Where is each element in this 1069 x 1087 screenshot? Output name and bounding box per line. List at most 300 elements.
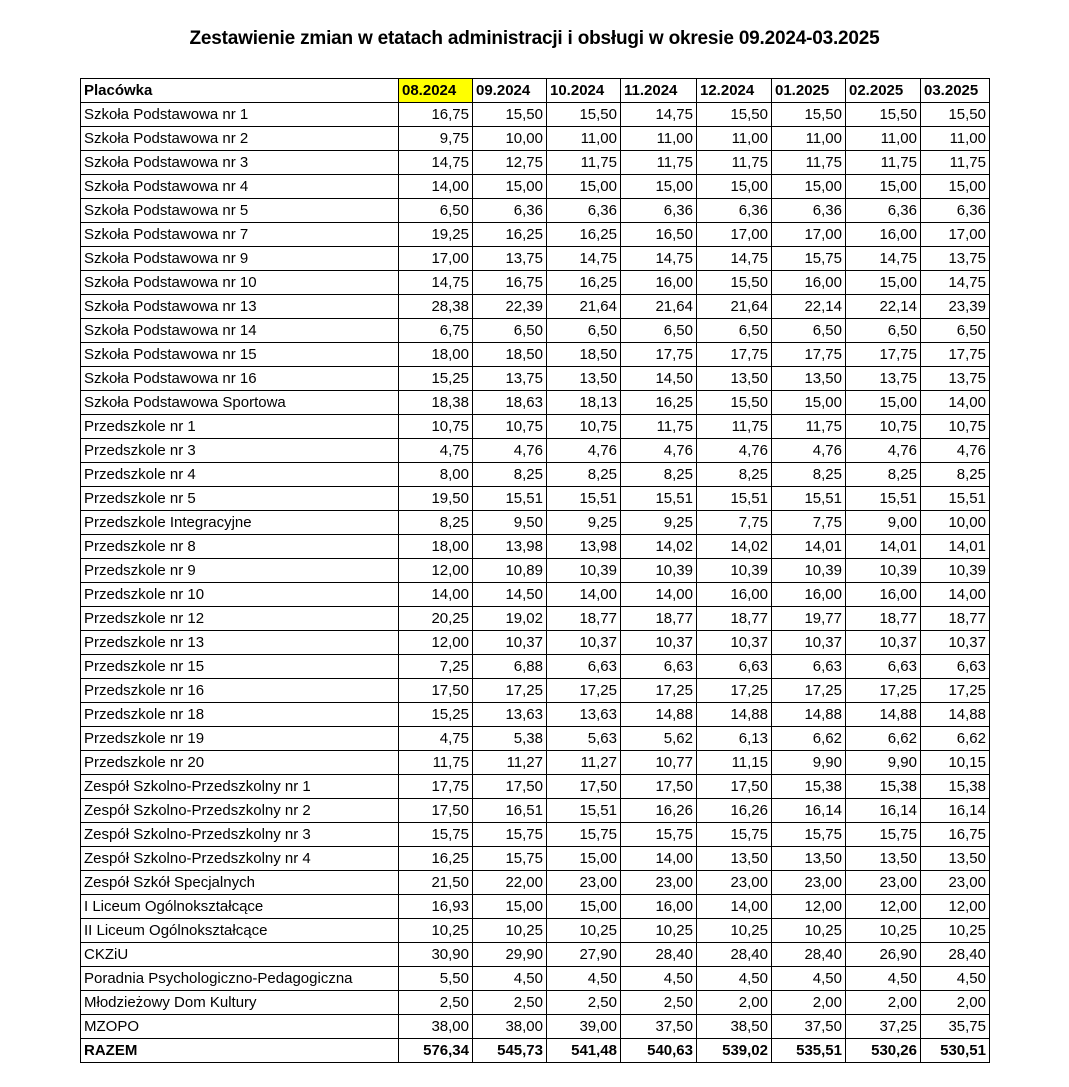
staffing-value-cell: 39,00 xyxy=(547,1015,621,1039)
staffing-value-cell: 11,00 xyxy=(772,127,846,151)
facility-name-cell: Szkoła Podstawowa nr 1 xyxy=(81,103,399,127)
staffing-value-cell: 6,88 xyxy=(473,655,547,679)
staffing-value-cell: 2,00 xyxy=(921,991,990,1015)
staffing-value-cell: 17,25 xyxy=(547,679,621,703)
staffing-value-cell: 15,51 xyxy=(621,487,697,511)
table-row xyxy=(81,415,990,439)
staffing-value-cell: 10,39 xyxy=(846,559,921,583)
staffing-value-cell: 14,00 xyxy=(621,847,697,871)
staffing-value-cell: 6,63 xyxy=(621,655,697,679)
staffing-value-cell: 17,75 xyxy=(846,343,921,367)
staffing-value-cell: 8,25 xyxy=(547,463,621,487)
staffing-value-cell: 14,88 xyxy=(846,703,921,727)
page-title: Zestawienie zmian w etatach administracji i obsługi w okresie 09.2024-03.2025 xyxy=(189,28,880,49)
staffing-value-cell: 15,50 xyxy=(473,103,547,127)
staffing-value-cell: 6,62 xyxy=(772,727,846,751)
staffing-value-cell: 17,50 xyxy=(697,775,772,799)
staffing-value-cell: 16,50 xyxy=(621,223,697,247)
facility-name-cell: II Liceum Ogólnokształcące xyxy=(81,919,399,943)
staffing-value-cell: 10,75 xyxy=(547,415,621,439)
staffing-value-cell: 22,39 xyxy=(473,295,547,319)
table-row xyxy=(81,751,990,775)
staffing-value-cell: 13,75 xyxy=(473,247,547,271)
staffing-value-cell: 23,00 xyxy=(697,871,772,895)
staffing-value-cell: 6,50 xyxy=(772,319,846,343)
staffing-value-cell: 11,75 xyxy=(547,151,621,175)
staffing-value-cell: 15,75 xyxy=(547,823,621,847)
staffing-value-cell: 11,75 xyxy=(697,151,772,175)
facility-name-cell: Zespół Szkół Specjalnych xyxy=(81,871,399,895)
table-row xyxy=(81,871,990,895)
staffing-value-cell: 16,00 xyxy=(697,583,772,607)
staffing-value-cell: 10,37 xyxy=(473,631,547,655)
staffing-value-cell: 13,75 xyxy=(846,367,921,391)
table-row xyxy=(81,607,990,631)
facility-name-cell: Zespół Szkolno-Przedszkolny nr 3 xyxy=(81,823,399,847)
facility-name-cell: Szkoła Podstawowa nr 5 xyxy=(81,199,399,223)
staffing-value-cell: 16,25 xyxy=(547,223,621,247)
column-header-month: 02.2025 xyxy=(846,79,921,103)
staffing-value-cell: 15,00 xyxy=(772,175,846,199)
staffing-value-cell: 8,25 xyxy=(772,463,846,487)
staffing-value-cell: 11,75 xyxy=(846,151,921,175)
staffing-value-cell: 11,75 xyxy=(772,151,846,175)
staffing-value-cell: 15,51 xyxy=(921,487,990,511)
staffing-value-cell: 16,00 xyxy=(772,583,846,607)
staffing-value-cell: 15,75 xyxy=(399,823,473,847)
staffing-value-cell: 4,50 xyxy=(547,967,621,991)
staffing-value-cell: 14,00 xyxy=(399,583,473,607)
staffing-value-cell: 37,50 xyxy=(621,1015,697,1039)
staffing-value-cell: 4,50 xyxy=(921,967,990,991)
staffing-value-cell: 11,15 xyxy=(697,751,772,775)
staffing-value-cell: 22,14 xyxy=(772,295,846,319)
staffing-value-cell: 16,25 xyxy=(399,847,473,871)
facility-name-cell: Przedszkole nr 15 xyxy=(81,655,399,679)
staffing-value-cell: 10,37 xyxy=(547,631,621,655)
staffing-value-cell: 17,00 xyxy=(399,247,473,271)
staffing-value-cell: 15,51 xyxy=(772,487,846,511)
staffing-value-cell: 16,00 xyxy=(621,271,697,295)
table-row xyxy=(81,247,990,271)
facility-name-cell: Przedszkole nr 13 xyxy=(81,631,399,655)
staffing-value-cell: 11,00 xyxy=(846,127,921,151)
staffing-value-cell: 15,00 xyxy=(547,895,621,919)
staffing-value-cell: 20,25 xyxy=(399,607,473,631)
staffing-value-cell: 23,00 xyxy=(846,871,921,895)
staffing-value-cell: 23,00 xyxy=(921,871,990,895)
staffing-value-cell: 6,62 xyxy=(921,727,990,751)
staffing-value-cell: 28,40 xyxy=(921,943,990,967)
column-header-month: 10.2024 xyxy=(547,79,621,103)
staffing-value-cell: 12,00 xyxy=(772,895,846,919)
facility-name-cell: Zespół Szkolno-Przedszkolny nr 4 xyxy=(81,847,399,871)
facility-name-cell: Przedszkole nr 9 xyxy=(81,559,399,583)
staffing-value-cell: 13,50 xyxy=(846,847,921,871)
staffing-value-cell: 2,50 xyxy=(621,991,697,1015)
staffing-value-cell: 14,75 xyxy=(921,271,990,295)
staffing-value-cell: 13,50 xyxy=(921,847,990,871)
staffing-value-cell: 17,50 xyxy=(399,799,473,823)
staffing-value-cell: 6,63 xyxy=(697,655,772,679)
staffing-value-cell: 14,50 xyxy=(621,367,697,391)
column-header-month: 12.2024 xyxy=(697,79,772,103)
table-row xyxy=(81,319,990,343)
staffing-value-cell: 10,37 xyxy=(697,631,772,655)
staffing-value-cell: 28,40 xyxy=(621,943,697,967)
facility-name-cell: Młodzieżowy Dom Kultury xyxy=(81,991,399,1015)
staffing-value-cell: 13,75 xyxy=(921,247,990,271)
staffing-value-cell: 29,90 xyxy=(473,943,547,967)
staffing-value-cell: 35,75 xyxy=(921,1015,990,1039)
staffing-value-cell: 15,50 xyxy=(697,391,772,415)
total-label-cell: RAZEM xyxy=(81,1039,399,1063)
staffing-value-cell: 6,36 xyxy=(621,199,697,223)
staffing-value-cell: 6,63 xyxy=(846,655,921,679)
staffing-value-cell: 16,25 xyxy=(621,391,697,415)
staffing-value-cell: 15,00 xyxy=(846,175,921,199)
staffing-value-cell: 18,77 xyxy=(697,607,772,631)
staffing-value-cell: 19,77 xyxy=(772,607,846,631)
facility-name-cell: Przedszkole nr 10 xyxy=(81,583,399,607)
staffing-value-cell: 17,75 xyxy=(772,343,846,367)
staffing-value-cell: 15,75 xyxy=(473,847,547,871)
staffing-value-cell: 15,38 xyxy=(772,775,846,799)
staffing-value-cell: 6,63 xyxy=(772,655,846,679)
staffing-value-cell: 17,25 xyxy=(772,679,846,703)
staffing-value-cell: 14,00 xyxy=(621,583,697,607)
staffing-value-cell: 23,00 xyxy=(547,871,621,895)
staffing-value-cell: 6,63 xyxy=(547,655,621,679)
staffing-value-cell: 9,90 xyxy=(846,751,921,775)
staffing-value-cell: 10,39 xyxy=(697,559,772,583)
staffing-value-cell: 13,75 xyxy=(473,367,547,391)
staffing-value-cell: 10,75 xyxy=(921,415,990,439)
staffing-value-cell: 6,50 xyxy=(621,319,697,343)
facility-name-cell: Szkoła Podstawowa nr 10 xyxy=(81,271,399,295)
staffing-value-cell: 6,50 xyxy=(697,319,772,343)
table-row xyxy=(81,367,990,391)
staffing-value-cell: 17,25 xyxy=(473,679,547,703)
staffing-value-cell: 10,00 xyxy=(921,511,990,535)
staffing-value-cell: 10,25 xyxy=(399,919,473,943)
staffing-value-cell: 17,00 xyxy=(697,223,772,247)
facility-name-cell: Szkoła Podstawowa nr 3 xyxy=(81,151,399,175)
staffing-value-cell: 9,25 xyxy=(547,511,621,535)
staffing-value-cell: 16,14 xyxy=(846,799,921,823)
facility-name-cell: Przedszkole nr 5 xyxy=(81,487,399,511)
staffing-value-cell: 8,25 xyxy=(921,463,990,487)
facility-name-cell: Przedszkole nr 12 xyxy=(81,607,399,631)
table-row xyxy=(81,991,990,1015)
staffing-value-cell: 18,77 xyxy=(846,607,921,631)
table-row xyxy=(81,343,990,367)
staffing-value-cell: 10,37 xyxy=(772,631,846,655)
staffing-value-cell: 4,76 xyxy=(473,439,547,463)
staffing-value-cell: 6,50 xyxy=(547,319,621,343)
table-row xyxy=(81,511,990,535)
total-value-cell: 530,26 xyxy=(846,1039,921,1063)
staffing-value-cell: 4,76 xyxy=(547,439,621,463)
staffing-value-cell: 17,25 xyxy=(697,679,772,703)
facility-name-cell: Przedszkole nr 3 xyxy=(81,439,399,463)
staffing-value-cell: 5,38 xyxy=(473,727,547,751)
staffing-value-cell: 2,00 xyxy=(846,991,921,1015)
staffing-value-cell: 14,01 xyxy=(921,535,990,559)
total-value-cell: 539,02 xyxy=(697,1039,772,1063)
staffing-value-cell: 15,00 xyxy=(846,271,921,295)
staffing-value-cell: 10,75 xyxy=(399,415,473,439)
table-row xyxy=(81,391,990,415)
staffing-value-cell: 16,25 xyxy=(473,223,547,247)
staffing-value-cell: 6,36 xyxy=(547,199,621,223)
facility-name-cell: CKZiU xyxy=(81,943,399,967)
staffing-value-cell: 6,36 xyxy=(473,199,547,223)
table-row xyxy=(81,439,990,463)
staffing-value-cell: 17,50 xyxy=(547,775,621,799)
facility-name-cell: Szkoła Podstawowa nr 15 xyxy=(81,343,399,367)
table-row xyxy=(81,679,990,703)
staffing-value-cell: 18,38 xyxy=(399,391,473,415)
staffing-value-cell: 15,38 xyxy=(921,775,990,799)
staffing-value-cell: 9,75 xyxy=(399,127,473,151)
staffing-value-cell: 11,75 xyxy=(921,151,990,175)
table-row xyxy=(81,703,990,727)
staffing-value-cell: 13,63 xyxy=(547,703,621,727)
staffing-value-cell: 14,75 xyxy=(399,151,473,175)
staffing-value-cell: 11,00 xyxy=(621,127,697,151)
staffing-value-cell: 14,00 xyxy=(921,391,990,415)
staffing-value-cell: 21,50 xyxy=(399,871,473,895)
staffing-value-cell: 14,00 xyxy=(921,583,990,607)
staffing-value-cell: 10,37 xyxy=(846,631,921,655)
facility-name-cell: Przedszkole nr 20 xyxy=(81,751,399,775)
table-row xyxy=(81,967,990,991)
facility-name-cell: MZOPO xyxy=(81,1015,399,1039)
staffing-value-cell: 2,50 xyxy=(473,991,547,1015)
staffing-value-cell: 10,25 xyxy=(473,919,547,943)
staffing-value-cell: 11,75 xyxy=(399,751,473,775)
staffing-value-cell: 14,75 xyxy=(621,103,697,127)
column-header-month: 11.2024 xyxy=(621,79,697,103)
total-value-cell: 530,51 xyxy=(921,1039,990,1063)
staffing-value-cell: 11,27 xyxy=(547,751,621,775)
staffing-value-cell: 11,27 xyxy=(473,751,547,775)
column-header-month: 01.2025 xyxy=(772,79,846,103)
facility-name-cell: I Liceum Ogólnokształcące xyxy=(81,895,399,919)
staffing-value-cell: 16,25 xyxy=(547,271,621,295)
staffing-value-cell: 8,00 xyxy=(399,463,473,487)
staffing-value-cell: 18,00 xyxy=(399,535,473,559)
staffing-value-cell: 4,76 xyxy=(697,439,772,463)
table-row xyxy=(81,847,990,871)
facility-name-cell: Przedszkole nr 1 xyxy=(81,415,399,439)
staffing-value-cell: 4,76 xyxy=(846,439,921,463)
staffing-value-cell: 14,75 xyxy=(621,247,697,271)
staffing-value-cell: 12,00 xyxy=(399,559,473,583)
staffing-value-cell: 14,88 xyxy=(697,703,772,727)
staffing-value-cell: 14,01 xyxy=(772,535,846,559)
staffing-value-cell: 5,62 xyxy=(621,727,697,751)
table-row xyxy=(81,223,990,247)
staffing-value-cell: 14,75 xyxy=(399,271,473,295)
facility-name-cell: Szkoła Podstawowa nr 9 xyxy=(81,247,399,271)
staffing-value-cell: 23,00 xyxy=(621,871,697,895)
staffing-value-cell: 17,75 xyxy=(921,343,990,367)
staffing-value-cell: 8,25 xyxy=(399,511,473,535)
table-row xyxy=(81,271,990,295)
staffing-value-cell: 15,25 xyxy=(399,367,473,391)
total-value-cell: 540,63 xyxy=(621,1039,697,1063)
staffing-value-cell: 37,25 xyxy=(846,1015,921,1039)
staffing-value-cell: 16,00 xyxy=(846,583,921,607)
staffing-value-cell: 22,14 xyxy=(846,295,921,319)
staffing-value-cell: 11,75 xyxy=(621,415,697,439)
total-value-cell: 541,48 xyxy=(547,1039,621,1063)
staffing-value-cell: 16,51 xyxy=(473,799,547,823)
staffing-value-cell: 14,02 xyxy=(621,535,697,559)
staffing-value-cell: 16,14 xyxy=(921,799,990,823)
staffing-value-cell: 4,50 xyxy=(473,967,547,991)
staffing-value-cell: 12,00 xyxy=(921,895,990,919)
staffing-value-cell: 38,00 xyxy=(399,1015,473,1039)
staffing-value-cell: 27,90 xyxy=(547,943,621,967)
staffing-value-cell: 10,25 xyxy=(621,919,697,943)
staffing-value-cell: 14,01 xyxy=(846,535,921,559)
staffing-value-cell: 17,00 xyxy=(772,223,846,247)
staffing-value-cell: 6,63 xyxy=(921,655,990,679)
staffing-value-cell: 15,00 xyxy=(473,895,547,919)
staffing-value-cell: 17,50 xyxy=(399,679,473,703)
staffing-value-cell: 15,75 xyxy=(621,823,697,847)
staffing-value-cell: 7,75 xyxy=(697,511,772,535)
staffing-value-cell: 4,50 xyxy=(697,967,772,991)
staffing-value-cell: 10,00 xyxy=(473,127,547,151)
facility-name-cell: Zespół Szkolno-Przedszkolny nr 1 xyxy=(81,775,399,799)
staffing-value-cell: 15,51 xyxy=(473,487,547,511)
staffing-value-cell: 14,00 xyxy=(547,583,621,607)
staffing-value-cell: 15,00 xyxy=(846,391,921,415)
staffing-value-cell: 26,90 xyxy=(846,943,921,967)
staffing-value-cell: 11,75 xyxy=(621,151,697,175)
facility-name-cell: Przedszkole nr 18 xyxy=(81,703,399,727)
staffing-value-cell: 14,88 xyxy=(772,703,846,727)
staffing-value-cell: 4,50 xyxy=(621,967,697,991)
staffing-value-cell: 12,00 xyxy=(399,631,473,655)
staffing-value-cell: 15,75 xyxy=(473,823,547,847)
staffing-value-cell: 2,50 xyxy=(547,991,621,1015)
staffing-value-cell: 11,00 xyxy=(697,127,772,151)
staffing-value-cell: 4,76 xyxy=(772,439,846,463)
table-row xyxy=(81,799,990,823)
staffing-value-cell: 8,25 xyxy=(621,463,697,487)
staffing-value-cell: 10,39 xyxy=(921,559,990,583)
column-header-month: 08.2024 xyxy=(399,79,473,103)
table-header-row xyxy=(81,79,990,103)
staffing-value-cell: 38,50 xyxy=(697,1015,772,1039)
staffing-value-cell: 15,00 xyxy=(772,391,846,415)
staffing-value-cell: 10,25 xyxy=(846,919,921,943)
staffing-value-cell: 11,75 xyxy=(697,415,772,439)
staffing-value-cell: 18,77 xyxy=(921,607,990,631)
staffing-value-cell: 18,77 xyxy=(621,607,697,631)
staffing-value-cell: 15,50 xyxy=(921,103,990,127)
staffing-value-cell: 14,50 xyxy=(473,583,547,607)
staffing-value-cell: 15,00 xyxy=(921,175,990,199)
table-row xyxy=(81,823,990,847)
staffing-value-cell: 22,00 xyxy=(473,871,547,895)
staffing-value-cell: 17,00 xyxy=(921,223,990,247)
staffing-value-cell: 16,93 xyxy=(399,895,473,919)
staffing-value-cell: 10,75 xyxy=(846,415,921,439)
facility-name-cell: Przedszkole Integracyjne xyxy=(81,511,399,535)
table-row xyxy=(81,463,990,487)
staffing-value-cell: 9,00 xyxy=(846,511,921,535)
staffing-value-cell: 12,75 xyxy=(473,151,547,175)
staffing-value-cell: 10,89 xyxy=(473,559,547,583)
staffing-value-cell: 15,00 xyxy=(547,175,621,199)
staffing-value-cell: 14,88 xyxy=(621,703,697,727)
staffing-value-cell: 15,50 xyxy=(697,103,772,127)
staffing-value-cell: 15,50 xyxy=(846,103,921,127)
total-row xyxy=(81,1039,990,1063)
staffing-value-cell: 6,50 xyxy=(921,319,990,343)
staffing-value-cell: 15,51 xyxy=(697,487,772,511)
staffing-value-cell: 15,00 xyxy=(473,175,547,199)
facility-name-cell: Przedszkole nr 19 xyxy=(81,727,399,751)
staffing-value-cell: 18,00 xyxy=(399,343,473,367)
staffing-value-cell: 5,50 xyxy=(399,967,473,991)
table-row xyxy=(81,295,990,319)
staffing-value-cell: 19,02 xyxy=(473,607,547,631)
staffing-value-cell: 4,75 xyxy=(399,727,473,751)
table-row xyxy=(81,919,990,943)
staffing-value-cell: 10,39 xyxy=(621,559,697,583)
facility-name-cell: Szkoła Podstawowa nr 4 xyxy=(81,175,399,199)
staffing-value-cell: 17,25 xyxy=(921,679,990,703)
table-row xyxy=(81,943,990,967)
facility-name-cell: Szkoła Podstawowa nr 2 xyxy=(81,127,399,151)
staffing-value-cell: 9,50 xyxy=(473,511,547,535)
staffing-value-cell: 15,00 xyxy=(621,175,697,199)
staffing-value-cell: 15,51 xyxy=(547,487,621,511)
staffing-value-cell: 6,36 xyxy=(846,199,921,223)
staffing-value-cell: 13,50 xyxy=(697,367,772,391)
staffing-value-cell: 16,26 xyxy=(621,799,697,823)
staffing-value-cell: 2,50 xyxy=(399,991,473,1015)
table-row xyxy=(81,175,990,199)
staffing-value-cell: 17,50 xyxy=(621,775,697,799)
staffing-value-cell: 11,00 xyxy=(547,127,621,151)
staffing-value-cell: 15,25 xyxy=(399,703,473,727)
staffing-value-cell: 2,00 xyxy=(772,991,846,1015)
table-row xyxy=(81,727,990,751)
staffing-value-cell: 16,00 xyxy=(621,895,697,919)
staffing-value-cell: 4,50 xyxy=(772,967,846,991)
staffing-value-cell: 16,26 xyxy=(697,799,772,823)
staffing-value-cell: 23,39 xyxy=(921,295,990,319)
staffing-value-cell: 28,40 xyxy=(772,943,846,967)
staffing-value-cell: 16,75 xyxy=(921,823,990,847)
staffing-value-cell: 17,25 xyxy=(846,679,921,703)
staffing-value-cell: 10,25 xyxy=(921,919,990,943)
facility-name-cell: Szkoła Podstawowa nr 7 xyxy=(81,223,399,247)
staffing-value-cell: 28,40 xyxy=(697,943,772,967)
total-value-cell: 535,51 xyxy=(772,1039,846,1063)
table-row xyxy=(81,559,990,583)
staffing-value-cell: 14,02 xyxy=(697,535,772,559)
staffing-value-cell: 9,90 xyxy=(772,751,846,775)
